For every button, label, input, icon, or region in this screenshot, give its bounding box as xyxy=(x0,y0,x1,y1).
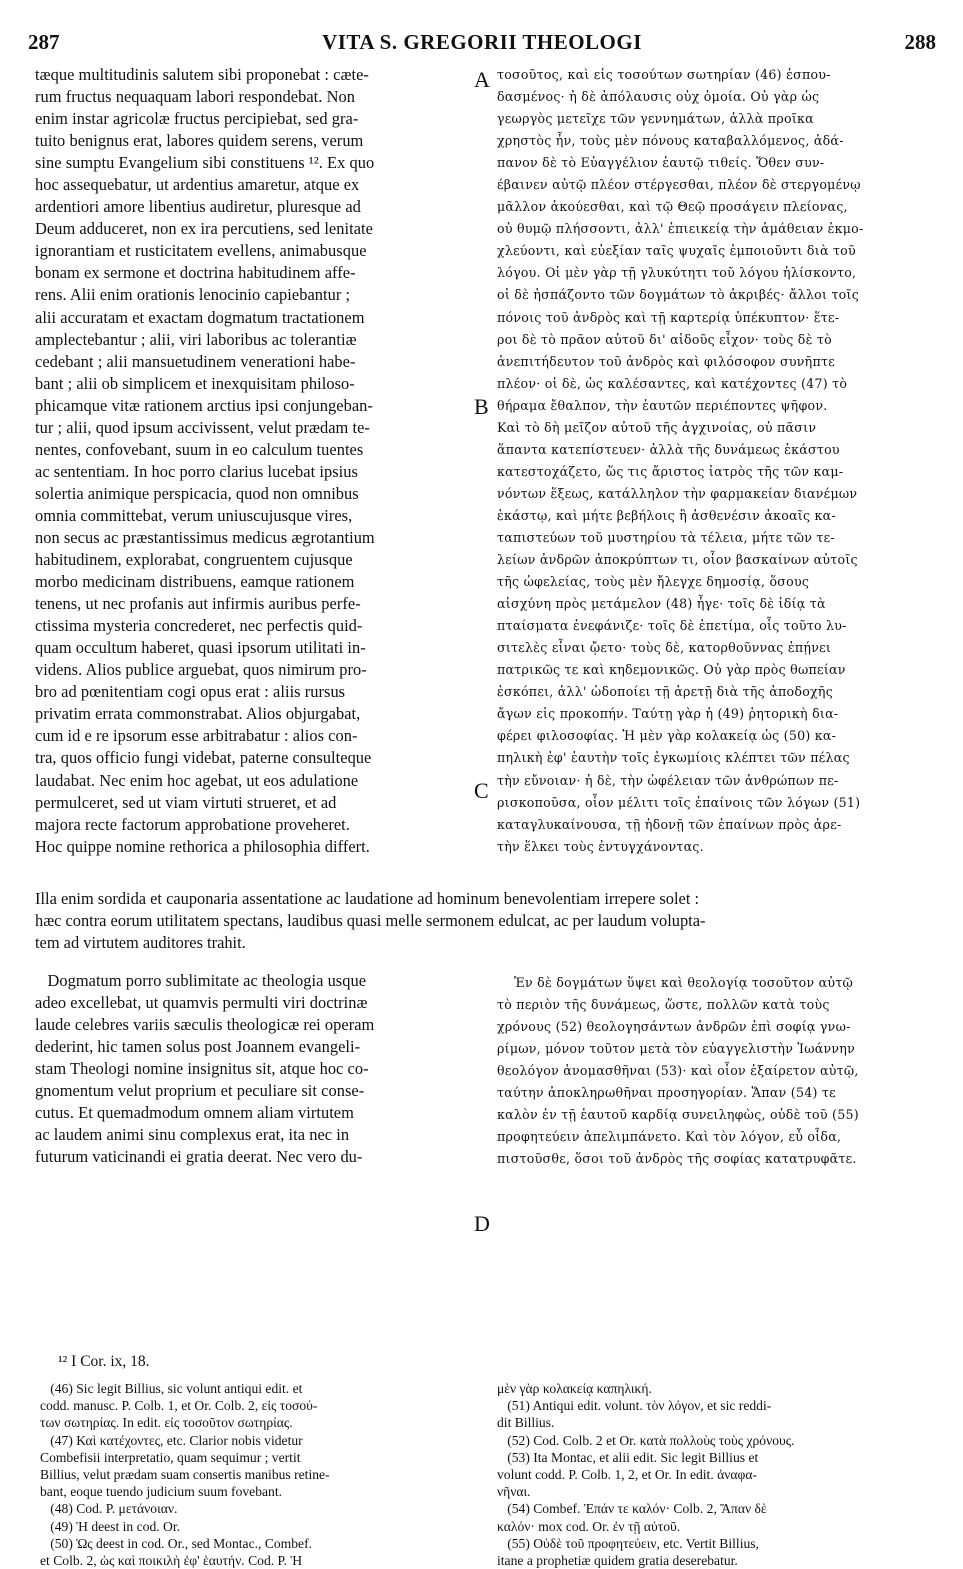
text-line: Ἐν δὲ δογμάτων ὕψει καὶ θεολογίᾳ τοσοῦτον αὐτῷ xyxy=(497,975,854,990)
text-line: stam Theologi nomine insignitus sit, atque hoc co- xyxy=(35,1059,369,1079)
text-line: φέρει φιλοσοφίας. Ἡ μὲν γὰρ κολακείᾳ ὡς (50) κα- xyxy=(497,728,837,744)
text-line: Deum adduceret, non ex ira percutiens, sed lenitate xyxy=(35,219,373,239)
note-line: (55) Οὐδὲ τοῦ προφητεύειν, etc. Vertit Billius, xyxy=(497,1535,759,1551)
text-line: χρηστὸς ἦν, τοὺς μὲν πόνους καταβαλλόμενος, ἀδά- xyxy=(497,133,844,149)
text-line: cutus. Et quemadmodum omnem aliam virtutem xyxy=(35,1103,354,1123)
text-line: bonam ex sermone et doctrina habitudinem affe- xyxy=(35,263,356,283)
note-line: καλόν· mox cod. Or. ἐν τῇ αὐτοῦ. xyxy=(497,1518,681,1534)
note-line: (53) Ita Montac, et alii edit. Sic legit Billius et xyxy=(497,1449,759,1465)
page-number-left: 287 xyxy=(28,30,60,54)
text-line: laude celebres variis sæculis theologicæ rei operam xyxy=(35,1015,375,1035)
text-line: tuito benignus erat, labores quidem serens, verum xyxy=(35,131,364,151)
text-line: tenens, ut nec profanis aut infirmis auribus perfe- xyxy=(35,594,361,614)
text-line: hoc assequebatur, ut ardentius amaretur, atque ex xyxy=(35,175,360,195)
note-line: bant, eoque tuendo judicium suum fovebant. xyxy=(40,1484,282,1500)
text-line: habitudinem, explorabat, congruentem cujusque xyxy=(35,550,353,570)
text-line: majora recte factorum approbatione proveheret. xyxy=(35,814,350,834)
note-line: (46) Sic legit Billius, sic volunt antiqui edit. et xyxy=(40,1381,303,1396)
text-line: τοσοῦτος, καὶ εἰς τοσούτων σωτηρίαν (46) ἐσπου- xyxy=(497,67,831,82)
critical-notes-left xyxy=(40,1380,330,1569)
text-line: futurum vaticinandi ei gratia deerat. Nec vero du- xyxy=(35,1147,363,1167)
text-line: Dogmatum porro sublimitate ac theologia usque xyxy=(35,971,367,990)
text-line: θήραμα ἔθαλπον, τὴν ἑαυτῶν περιέποντες ψῆφον. xyxy=(497,397,828,413)
text-line: λόγου. Οἱ μὲν γὰρ τῇ γλυκύτητι τοῦ λόγου ἡλίσκοντο, xyxy=(497,265,857,281)
text-line: πταίσματα ἐνεφάνιζε· τοῖς δὲ ἐπετίμα, οἷς τοῦτο λυ- xyxy=(497,618,847,634)
text-line: nentes, confovebant, suum in eo calculum tuentes xyxy=(35,439,364,459)
text-line: πηλικὴ ἐφ' ἑαυτὴν τοῖς ἐγκωμίοις κλέπτει τῶν πέλας xyxy=(497,750,850,766)
text-line: ἐσκόπει, ἀλλ' ὡδοποίει τῇ ἀρετῇ διὰ τῆς ἀποδοχῆς xyxy=(497,684,834,700)
note-line: Billius, velut prædam suam consertis manibus retine- xyxy=(40,1466,330,1482)
text-line: non secus ac præstantissimus medicus ægrotantium xyxy=(35,527,375,547)
text-line: omnia committebat, verum uniuscujusque vires, xyxy=(35,505,353,525)
text-line: ταύτην ἀποκληρωθῆναι προσηγορίαν. Ἅπαν (54) τε xyxy=(497,1085,836,1101)
text-line: Hoc quippe nomine rethorica a philosophia differt. xyxy=(35,836,370,856)
text-line: ρισκοποῦσα, οἷον μέλιτι τοῖς ἐπαίνοις τῶν λόγων (51) xyxy=(497,794,861,810)
text-line: ἄγων εἰς προκοπήν. Ταύτῃ γὰρ ἡ (49) ῥητορικὴ δια- xyxy=(497,706,839,722)
text-line: tæque multitudinis salutem sibi proponebat : cæte- xyxy=(35,65,369,84)
text-line: ἅπαντα κατεπίστευεν· ἀλλὰ τῆς δυνάμεως ἑκάστου xyxy=(497,441,840,457)
text-line: hæc contra eorum utilitatem spectans, laudibus quasi melle sermonem edulcat, ac per laudum volupta- xyxy=(35,911,706,931)
text-line: κατεστοχάζετο, ὥς τις ἄριστος ἰατρὸς τῆς τῶν καμ- xyxy=(497,463,844,479)
text-line: alii accuratam et exactam dogmatum tractationem xyxy=(35,307,365,327)
text-line: θεολόγον ἀνομασθῆναι (53)· καὶ οἷον ἐξαίρετον αὐτῷ, xyxy=(497,1063,859,1079)
text-line: ταπιστεύων τοῦ μυστηρίου τὰ τέλεια, μήτε τῶν τε- xyxy=(497,529,835,545)
latin-column-upper xyxy=(35,64,375,858)
text-line: πανον δὲ τὸ Εὐαγγέλιον ἑαυτῷ τιθείς. Ὅθεν συν- xyxy=(497,155,825,171)
text-line: νόντων ἕξεως, κατάλληλον τὴν φαρμακείαν διανέμων xyxy=(497,485,858,501)
text-line: adeo excellebat, ut quamvis permulti viri doctrinæ xyxy=(35,993,368,1013)
text-line: Καὶ τὸ δὴ μεῖζον αὐτοῦ τῆς ἀγχινοίας, οὐ πᾶσιν xyxy=(497,419,817,435)
note-line: των σωτηρίας. In edit. εἰς τοσοῦτον σωτηρίας. xyxy=(40,1415,293,1431)
text-line: bant ; alii ob simplicem et inexquisitam philoso- xyxy=(35,373,355,393)
text-line: δασμένος· ἡ δὲ ἀπόλαυσις οὐχ ὁμοία. Οὐ γὰρ ὡς xyxy=(497,89,820,105)
text-line: tem ad virtutem auditores trahit. xyxy=(35,933,246,953)
text-line: laudabat. Nec enim hoc agebat, ut eos adulatione xyxy=(35,770,359,790)
text-line: dederint, hic tamen solus post Joannem evangeli- xyxy=(35,1037,361,1057)
note-line: (49) Ἡ deest in cod. Or. xyxy=(40,1518,181,1534)
latin-column-lower xyxy=(35,970,374,1168)
text-line: permulceret, sed ut viam virtuti strueret, et ad xyxy=(35,792,337,812)
critical-notes-right xyxy=(497,1380,795,1569)
text-line: τῆς ὠφελείας, τοὺς μὲν ἤλεγχε δημοσίᾳ, ὅσους xyxy=(497,574,810,590)
margin-letter-c: C xyxy=(474,778,489,803)
margin-letter-b: B xyxy=(474,394,489,419)
text-line: ρίμων, μόνον τοῦτον μετὰ τὸν εὐαγγελιστὴν Ἰωάννην xyxy=(497,1041,855,1057)
latin-full-width-paragraph xyxy=(35,888,935,954)
text-line: tra, quos officio fungi videbat, paterne consulteque xyxy=(35,748,372,768)
note-line: codd. manusc. P. Colb. 1, et Or. Colb. 2, εἰς τοσού- xyxy=(40,1398,318,1414)
text-line: οἱ δὲ ἠσπάζοντο τῶν δογμάτων τὸ ἀκριβές· ἄλλοι τοῖς xyxy=(497,287,859,303)
text-line: γεωργὸς μετεῖχε τῶν γεννημάτων, ἀλλὰ προῖκα xyxy=(497,111,814,127)
text-line: πατρικῶς τε καὶ κηδεμονικῶς. Οὐ γὰρ πρὸς θωπείαν xyxy=(497,662,846,678)
note-line: (48) Cod. P. μετάνοιαν. xyxy=(40,1501,178,1517)
text-line: τὴν εὔνοιαν· ἡ δὲ, τὴν ὠφέλειαν τῶν ἀνθρώπων πε- xyxy=(497,772,839,788)
text-line: μᾶλλον ἀκούεσθαι, καὶ τῷ Θεῷ προσάγειν πλείονας, xyxy=(497,199,848,215)
text-line: πόνοις τοῦ ἀνδρὸς καὶ τῇ καρτερίᾳ ὑπέκυπτον· ἕτε- xyxy=(497,309,840,325)
text-line: ac sententiam. In hoc porro clarius lucebat ipsius xyxy=(35,461,358,481)
note-line: μὲν γὰρ κολακείᾳ καπηλική. xyxy=(497,1381,652,1396)
greek-column-upper xyxy=(497,64,864,858)
text-line: τὸ περιὸν τῆς δυνάμεως, ὥστε, πολλῶν κατὰ τοὺς xyxy=(497,997,830,1013)
note-line: volunt codd. P. Colb. 1, 2, et Or. In edit. ἀναφα- xyxy=(497,1466,758,1482)
text-line: τὴν ἕλκει τοὺς ἐντυγχάνοντας. xyxy=(497,838,704,854)
text-line: ardentiori amore libentius audiretur, pluresque ad xyxy=(35,197,361,217)
text-line: privatim errata commonstrabat. Alios objurgabat, xyxy=(35,704,361,724)
note-line: (54) Combef. Ἐπάν τε καλόν· Colb. 2, Ἅπαν δὲ xyxy=(497,1501,767,1517)
text-line: ἀνεπιτήδευτον τοῦ ἀνδρὸς καὶ φιλόσοφον συνῆπτε xyxy=(497,353,835,369)
note-line: (50) Ὡς deest in cod. Or., sed Montac., Combef. xyxy=(40,1535,313,1551)
running-header xyxy=(28,30,936,60)
text-line: πλέον· οἱ δὲ, ὡς καλέσαντες, καὶ κατέχοντες (47) τὸ xyxy=(497,375,848,391)
text-line: gnomentum velut proprium et peculiare sit conse- xyxy=(35,1081,365,1101)
text-line: morbo medicinam distribuens, eamque rationem xyxy=(35,572,355,592)
text-line: ctissima mysteria concrederet, nec perfectis quid- xyxy=(35,616,363,636)
text-line: ἑκάστῳ, καὶ μήτε βεβήλοις ἢ ἀσθενέσιν ἀκοαῖς κα- xyxy=(497,507,836,523)
text-line: cedebant ; alii mansuetudinem venerationi habe- xyxy=(35,351,356,371)
text-line: quam occultum haberet, quasi ipsorum utilitati in- xyxy=(35,638,366,658)
running-title: VITA S. GREGORII THEOLOGI xyxy=(322,30,642,54)
text-line: πιστοῦσθε, ὅσοι τοῦ ἀνδρὸς τῆς σοφίας κατατρυφᾶτε. xyxy=(497,1151,857,1167)
note-line: (51) Antiqui edit. volunt. τὸν λόγον, et sic reddi- xyxy=(497,1398,772,1414)
note-line: itane a prophetiæ quidem gratia deserebatur. xyxy=(497,1552,738,1568)
text-line: sine sumptu Evangelium sibi constituens ¹². Ex quo xyxy=(35,153,375,173)
text-line: οὐ θυμῷ πλήσσοντι, ἀλλ' ἐπιεικείᾳ τὴν ἀμάθειαν ἐκμο- xyxy=(497,221,864,237)
note-line: (47) Καὶ κατέχοντες, etc. Clarior nobis videtur xyxy=(40,1432,303,1448)
text-line: ac laudem animi sinu complexus erat, ita nec in xyxy=(35,1125,350,1145)
text-line: έβαινεν αὐτῷ πλέον στέργεσθαι, πλέον δὲ στεργομένῳ xyxy=(497,177,861,193)
text-line: ροι δὲ τὸ πρᾶον αὐτοῦ δι' αἰδοῦς εἶχον· τοὺς δὲ τὸ xyxy=(497,331,832,347)
text-line: χλεύοντι, καὶ εὐεξίαν ταῖς ψυχαῖς ἐμποιοῦντι διὰ τοῦ xyxy=(497,243,856,259)
text-line: solertia animique perspicacia, quod non omnibus xyxy=(35,483,359,503)
text-line: καλὸν ἐν τῇ ἑαυτοῦ καρδίᾳ συνειληφὼς, οὐδὲ τοῦ (55) xyxy=(497,1107,859,1123)
note-line: dit Billius. xyxy=(497,1415,555,1431)
text-line: αἰσχύνη πρὸς μετάμελον (48) ἦγε· τοῖς δὲ ἰδίᾳ τὰ xyxy=(497,596,826,612)
text-line: rens. Alii enim orationis lenocinio capiebantur ; xyxy=(35,285,351,305)
note-line: νῆναι. xyxy=(497,1484,531,1500)
margin-letter-a: A xyxy=(474,67,490,92)
text-line: Illa enim sordida et cauponaria assentatione ac laudatione ad hominum benevolentiam irrepere solet : xyxy=(35,889,700,908)
text-line: cum id e re ipsorum esse arbitrabatur : alios con- xyxy=(35,726,358,746)
text-line: tur ; alii, quod ipsum accivissent, velut prædam te- xyxy=(35,417,370,437)
text-line: videns. Alios publice arguebat, quos nimirum pro- xyxy=(35,660,367,680)
margin-letter-d: D xyxy=(474,1211,490,1236)
note-line: et Colb. 2, ὡς καὶ ποικιλὴ ἐφ' ἑαυτήν. Cod. P. Ἡ xyxy=(40,1552,303,1568)
text-line: καταγλυκαίνουσα, τῇ ἡδονῇ τῶν ἐπαίνων πρὸς ἀρε- xyxy=(497,816,842,832)
text-line: rum fructus nequaquam labori respondebat. Non xyxy=(35,87,355,107)
scripture-footnote: ¹² I Cor. ix, 18. xyxy=(58,1353,150,1370)
greek-column-lower xyxy=(497,972,859,1170)
text-line: ignorantiam et rusticitatem evellens, animabusque xyxy=(35,241,367,261)
note-line: (52) Cod. Colb. 2 et Or. κατὰ πολλοὺς τοὺς χρόνους. xyxy=(497,1432,795,1448)
text-line: enim instar agricolæ fructus percipiebat, sed gra- xyxy=(35,109,359,129)
text-line: bro ad pœnitentiam cogi opus erat : aliis rursus xyxy=(35,682,346,702)
note-line: Combefisii interpretatio, quam sequimur ; vertit xyxy=(40,1449,301,1465)
text-line: χρόνους (52) θεολογησάντων ἀνδρῶν ἐπὶ σοφίᾳ γνω- xyxy=(497,1019,851,1035)
text-line: amplectebantur ; alii, viri laboribus ac tolerantiæ xyxy=(35,329,357,349)
text-line: προφητεύειν ἀπελιμπάνετο. Καὶ τὸν λόγον, εὖ οἶδα, xyxy=(497,1129,842,1145)
text-line: phicamque vitæ rationem arctius ipsi conjungeban- xyxy=(35,395,373,415)
text-line: λείων ἀνδρῶν ἀποκρύπτων τι, οἷον βασκαίνων αὐτοῖς xyxy=(497,552,858,568)
page-number-right: 288 xyxy=(904,30,936,54)
text-line: σιτελὲς εἶναι ᾤετο· τοὺς δὲ, κατορθοῦννας ἐπῄνει xyxy=(497,640,832,656)
